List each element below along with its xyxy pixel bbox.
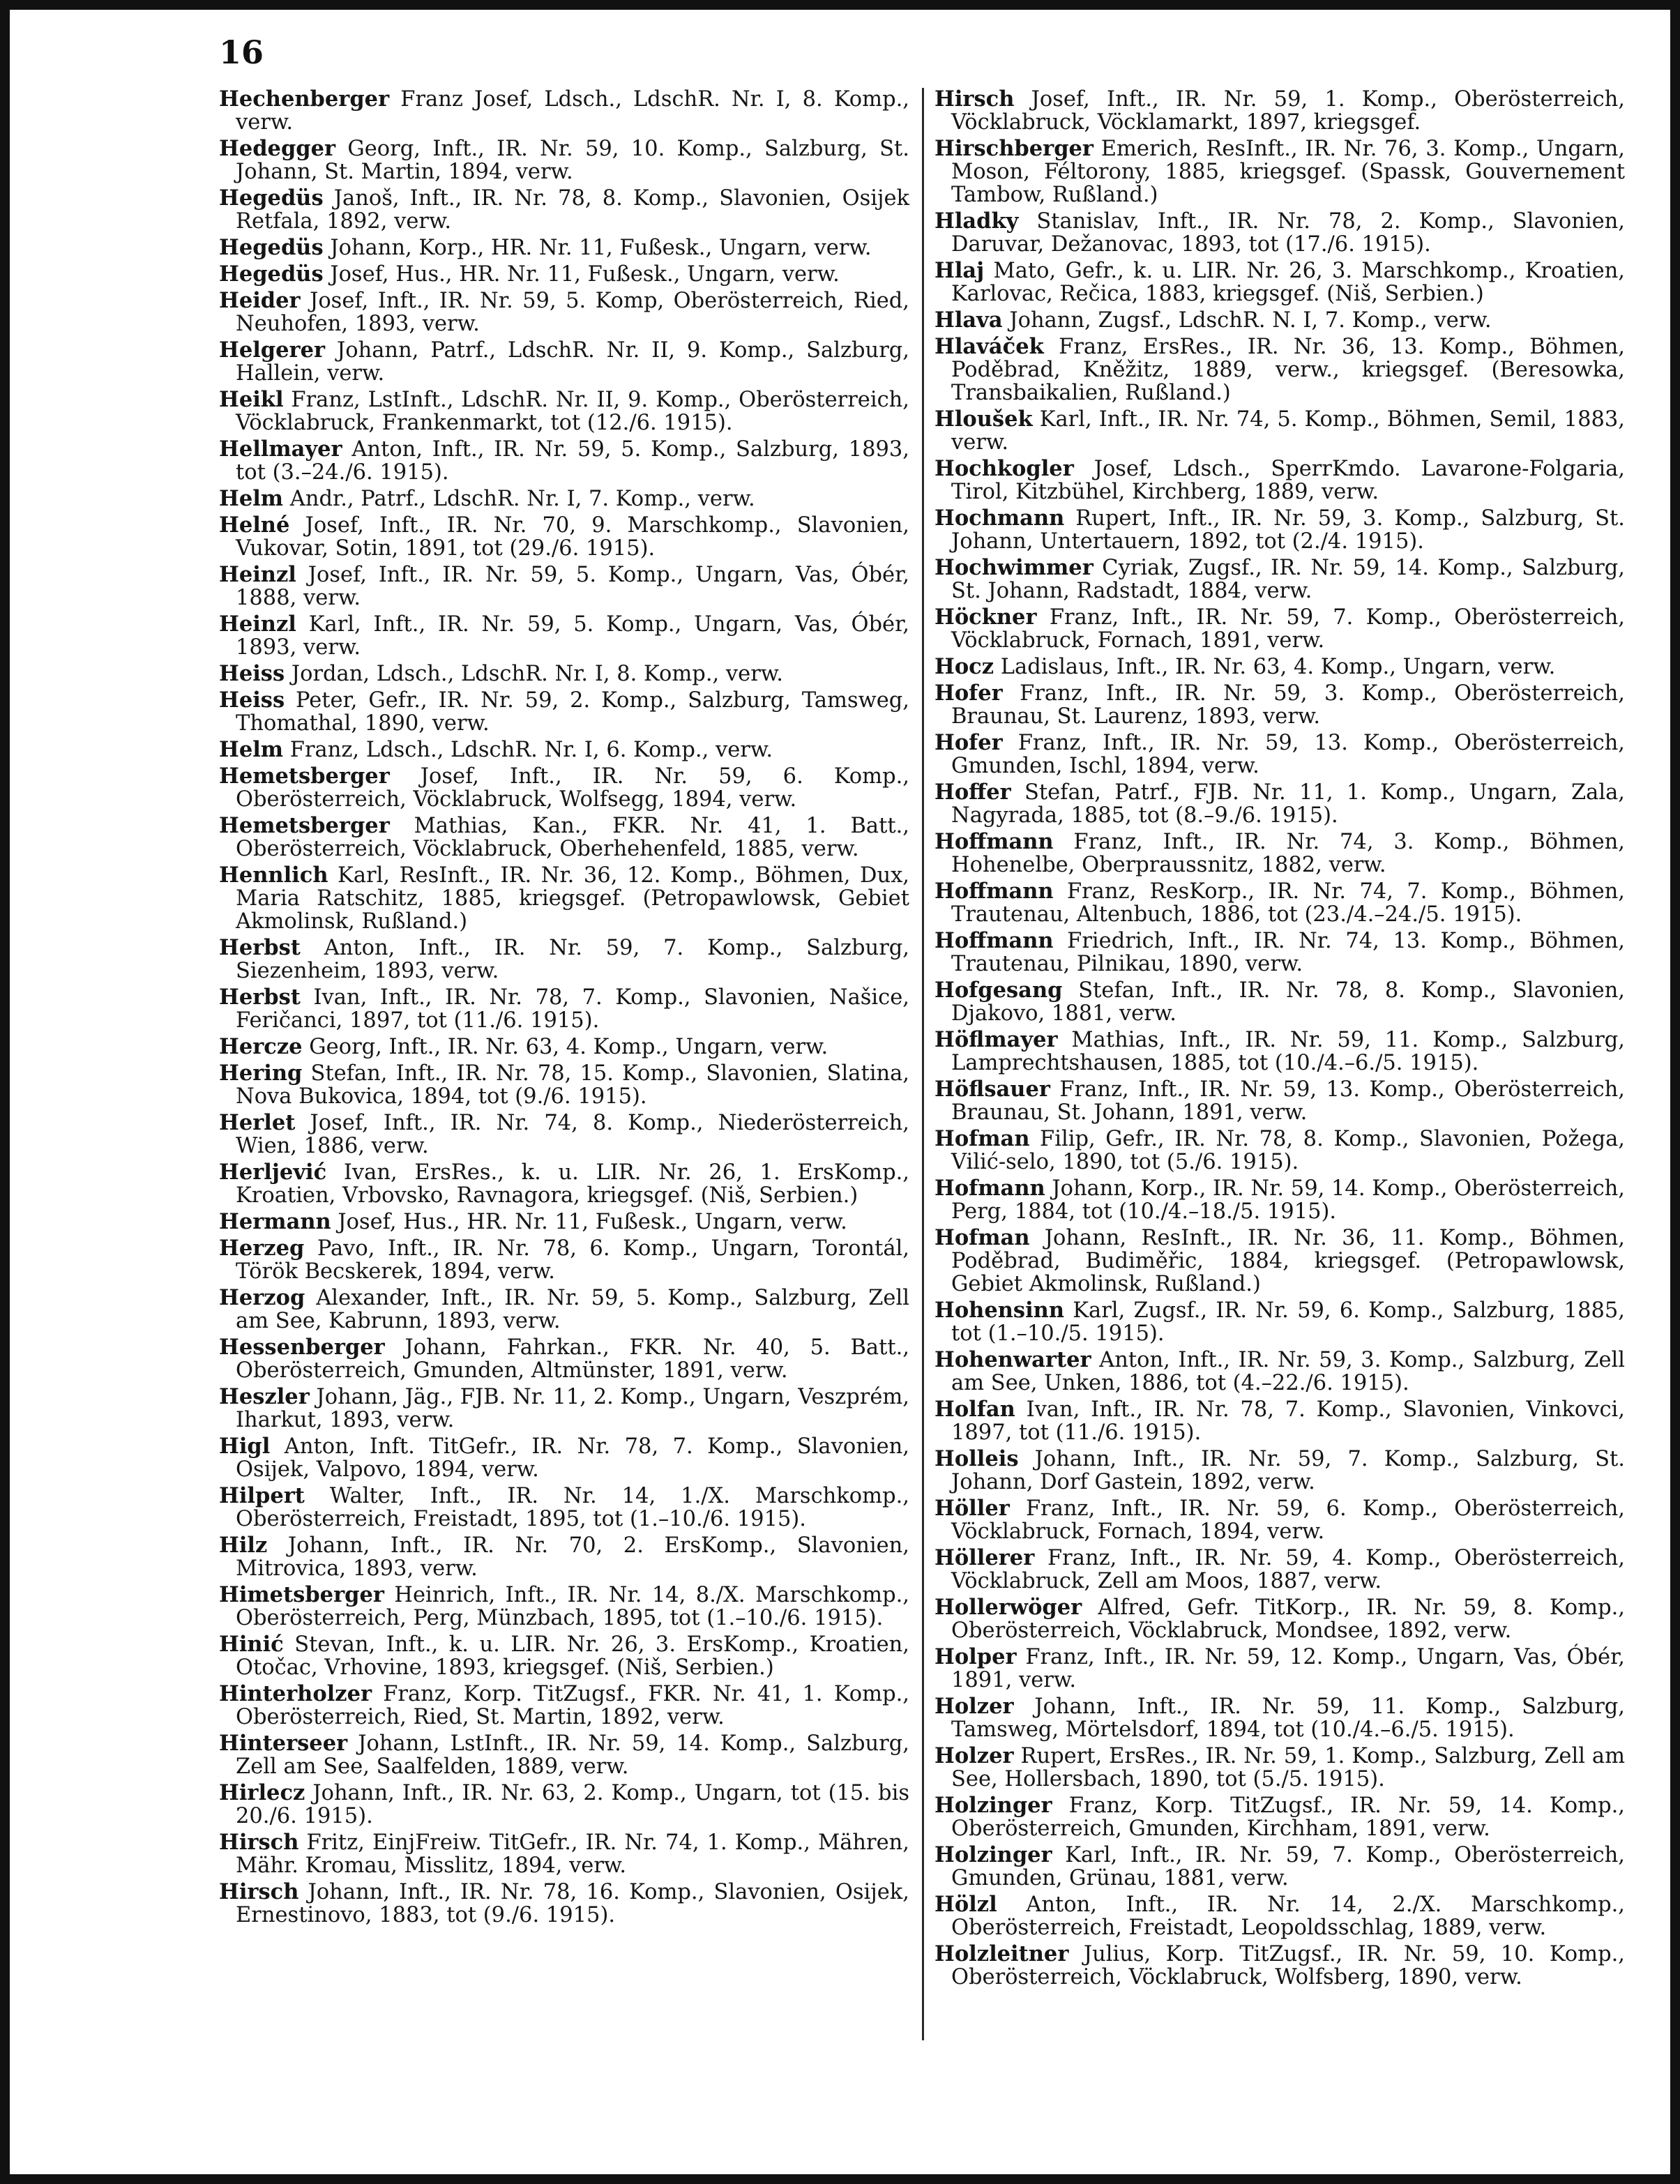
entry-surname: Holzleitner — [934, 1941, 1069, 1966]
entry-details: Karl, ResInft., IR. Nr. 36, 12. Komp., Böhmen, Dux, Maria Ratschitz, 1885, kriegsgef. (Petropawlowsk, Gebiet Akmolinsk, Rußland.) — [236, 863, 909, 934]
entry-surname: Hedegger — [219, 136, 336, 161]
list-entry — [934, 731, 1625, 778]
entry-details: Emerich, ResInft., IR. Nr. 76, 3. Komp., Ungarn, Moson, Féltorony, 1885, kriegsgef. (Spassk, Gouvernement Tambow, Rußland.) — [951, 137, 1625, 207]
list-entry — [934, 137, 1625, 206]
entry-details: Franz, Inft., IR. Nr. 59, 3. Komp., Oberösterreich, Braunau, St. Laurenz, 1893, verw. — [951, 681, 1625, 729]
left-column — [219, 88, 909, 1930]
entry-surname: Höflsauer — [934, 1077, 1050, 1102]
list-entry — [934, 335, 1625, 404]
entry-surname: Hlava — [934, 308, 1003, 333]
entry-surname: Hoffmann — [934, 829, 1054, 854]
entry-details: Anton, Inft., IR. Nr. 14, 2./X. Marschkomp., Oberösterreich, Freistadt, Leopoldsschlag, 1889, verw. — [951, 1893, 1625, 1940]
entry-surname: Herzog — [219, 1285, 305, 1310]
list-entry — [219, 986, 909, 1032]
list-entry — [934, 1497, 1625, 1543]
entry-details: Filip, Gefr., IR. Nr. 78, 8. Komp., Slavonien, Požega, Vilić-selo, 1890, tot (5./6. 1915). — [951, 1127, 1625, 1174]
entry-surname: Herzeg — [219, 1236, 305, 1261]
entry-details: Johann, Inft., IR. Nr. 63, 2. Komp., Ungarn, tot (15. bis 20./6. 1915). — [236, 1781, 909, 1828]
list-entry — [219, 1237, 909, 1283]
list-entry — [934, 1398, 1625, 1444]
entry-details: Fritz, EinjFreiw. TitGefr., IR. Nr. 74, 1. Komp., Mähren, Mähr. Kromau, Misslitz, 1894, verw. — [236, 1830, 909, 1878]
list-entry — [934, 556, 1625, 602]
list-entry — [219, 487, 909, 510]
entry-details: Stanislav, Inft., IR. Nr. 78, 2. Komp., Slavonien, Daruvar, Dežanovac, 1893, tot (17./6. 1915). — [951, 209, 1625, 257]
list-entry — [934, 930, 1625, 976]
entry-details: Franz, Inft., IR. Nr. 59, 13. Komp., Oberösterreich, Gmunden, Ischl, 1894, verw. — [951, 731, 1625, 778]
entry-surname: Hirlecz — [219, 1780, 305, 1805]
list-entry — [219, 1584, 909, 1630]
entry-details: Franz, ErsRes., IR. Nr. 36, 13. Komp., Böhmen, Poděbrad, Kněžitz, 1889, verw., kriegsgef. (Beresowka, Transbaikalien, Rußland.) — [951, 335, 1625, 405]
list-entry — [219, 689, 909, 735]
entry-details: Julius, Korp. TitZugsf., IR. Nr. 59, 10. Komp., Oberösterreich, Vöcklabruck, Wolfsberg, 1890, verw. — [951, 1942, 1625, 1989]
entry-surname: Helné — [219, 513, 290, 538]
entry-surname: Höflmayer — [934, 1027, 1058, 1052]
entry-surname: Hinić — [219, 1632, 284, 1657]
entry-surname: Hochwimmer — [934, 555, 1093, 580]
list-entry — [934, 1646, 1625, 1692]
list-entry — [219, 1211, 909, 1234]
entry-surname: Hennlich — [219, 863, 328, 888]
entry-surname: Hofmann — [934, 1176, 1045, 1201]
list-entry — [934, 1794, 1625, 1840]
entry-surname: Holzinger — [934, 1842, 1052, 1867]
list-entry — [219, 1881, 909, 1927]
entry-surname: Hinterseer — [219, 1731, 348, 1756]
entry-surname: Hilz — [219, 1533, 268, 1558]
entry-surname: Heinzl — [219, 612, 296, 637]
list-entry — [219, 1336, 909, 1382]
entry-details: Ladislaus, Inft., IR. Nr. 63, 4. Komp., Ungarn, verw. — [994, 655, 1556, 679]
entry-surname: Hinterholzer — [219, 1681, 372, 1706]
entry-details: Georg, Inft., IR. Nr. 59, 10. Komp., Salzburg, St. Johann, St. Martin, 1894, verw. — [236, 137, 909, 184]
entry-surname: Herbst — [219, 935, 301, 960]
list-entry — [934, 831, 1625, 877]
page-number: 16 — [219, 33, 264, 71]
list-entry — [219, 1831, 909, 1877]
entry-details: Johann, Patrf., LdschR. Nr. II, 9. Komp., Salzburg, Hallein, verw. — [236, 338, 909, 386]
list-entry — [219, 1386, 909, 1432]
list-entry — [219, 1782, 909, 1828]
list-entry — [219, 1534, 909, 1580]
entry-details: Josef, Inft., IR. Nr. 70, 9. Marschkomp., Slavonien, Vukovar, Sotin, 1891, tot (29./6. 1915). — [236, 513, 909, 561]
entry-details: Josef, Inft., IR. Nr. 59, 1. Komp., Oberösterreich, Vöcklabruck, Vöcklamarkt, 1897, kriegsgef. — [951, 87, 1625, 135]
entry-surname: Hlaj — [934, 258, 985, 283]
list-entry — [219, 263, 909, 286]
entry-surname: Hermann — [219, 1209, 331, 1234]
list-entry — [219, 137, 909, 183]
list-entry — [219, 563, 909, 609]
entry-details: Franz, Inft., IR. Nr. 74, 3. Komp., Böhmen, Hohenelbe, Oberpraussnitz, 1882, verw. — [951, 830, 1625, 877]
entry-surname: Holzer — [934, 1743, 1014, 1768]
entry-details: Andr., Patrf., LdschR. Nr. I, 7. Komp., verw. — [283, 487, 755, 511]
entry-surname: Helgerer — [219, 338, 326, 363]
entry-details: Jordan, Ldsch., LdschR. Nr. I, 8. Komp., verw. — [285, 662, 783, 686]
list-entry — [219, 1435, 909, 1481]
entry-details: Josef, Ldsch., SperrKmdo. Lavarone-Folgaria, Tirol, Kitzbühel, Kirchberg, 1889, verw. — [951, 457, 1625, 504]
entry-surname: Hoffmann — [934, 879, 1054, 904]
entry-surname: Hochkogler — [934, 456, 1074, 481]
list-entry — [934, 457, 1625, 503]
list-entry — [934, 259, 1625, 305]
entry-details: Anton, Inft., IR. Nr. 59, 7. Komp., Salzburg, Siezenheim, 1893, verw. — [236, 936, 909, 983]
entry-details: Franz, Ldsch., LdschR. Nr. I, 6. Komp., verw. — [283, 738, 773, 762]
entry-surname: Hofman — [934, 1126, 1030, 1151]
entry-details: Josef, Hus., HR. Nr. 11, Fußesk., Ungarn, verw. — [323, 262, 840, 287]
list-entry — [934, 507, 1625, 553]
entry-surname: Herljević — [219, 1160, 327, 1185]
entry-surname: Hercze — [219, 1034, 303, 1059]
entry-details: Peter, Gefr., IR. Nr. 59, 2. Komp., Salzburg, Tamsweg, Thomathal, 1890, verw. — [236, 688, 909, 736]
entry-details: Johann, Korp., IR. Nr. 59, 14. Komp., Oberösterreich, Perg, 1884, tot (10./4.–18./5. 1915). — [951, 1176, 1625, 1224]
entry-surname: Hocz — [934, 654, 994, 679]
entry-surname: Hellmayer — [219, 437, 342, 462]
entry-surname: Hessenberger — [219, 1335, 385, 1360]
entry-details: Anton, Inft., IR. Nr. 59, 5. Komp., Salzburg, 1893, tot (3.–24./6. 1915). — [236, 437, 909, 485]
entry-details: Johann, Inft., IR. Nr. 59, 11. Komp., Salzburg, Tamsweg, Mörtelsdorf, 1894, tot (10./4.–6./5. 1915). — [951, 1694, 1625, 1742]
entry-details: Johann, Inft., IR. Nr. 59, 7. Komp., Salzburg, St. Johann, Dorf Gastein, 1892, verw. — [951, 1447, 1625, 1494]
entry-details: Heinrich, Inft., IR. Nr. 14, 8./X. Marschkomp., Oberösterreich, Perg, Münzbach, 1895, tot (1.–10./6. 1915). — [236, 1583, 909, 1630]
list-entry — [934, 606, 1625, 652]
entry-surname: Helm — [219, 737, 284, 762]
entry-details: Karl, Inft., IR. Nr. 59, 7. Komp., Oberösterreich, Gmunden, Grünau, 1881, verw. — [951, 1843, 1625, 1890]
list-entry — [934, 309, 1625, 332]
column-divider — [922, 88, 924, 2040]
list-entry — [219, 738, 909, 761]
entry-surname: Höller — [934, 1496, 1010, 1521]
entry-surname: Hering — [219, 1061, 303, 1086]
entry-surname: Herlet — [219, 1110, 296, 1135]
list-entry — [934, 1596, 1625, 1642]
entry-surname: Holzinger — [934, 1793, 1052, 1818]
entry-details: Franz, LstInft., LdschR. Nr. II, 9. Komp., Oberösterreich, Vöcklabruck, Frankenmarkt, tot (12./6. 1915). — [236, 388, 909, 435]
entry-details: Stefan, Inft., IR. Nr. 78, 8. Komp., Slavonien, Djakovo, 1881, verw. — [951, 978, 1625, 1026]
list-entry — [219, 1161, 909, 1207]
list-entry — [219, 1287, 909, 1333]
entry-details: Ivan, Inft., IR. Nr. 78, 7. Komp., Slavonien, Našice, Feričanci, 1897, tot (11./6. 1915). — [236, 985, 909, 1033]
entry-details: Franz, Inft., IR. Nr. 59, 4. Komp., Oberösterreich, Vöcklabruck, Zell am Moos, 1887, verw. — [951, 1546, 1625, 1593]
entry-details: Walter, Inft., IR. Nr. 14, 1./X. Marschkomp., Oberösterreich, Freistadt, 1895, tot (1.–10./6. 1915). — [236, 1484, 909, 1531]
entry-details: Johann, Inft., IR. Nr. 70, 2. ErsKomp., Slavonien, Mitrovica, 1893, verw. — [236, 1533, 909, 1581]
entry-details: Karl, Inft., IR. Nr. 74, 5. Komp., Böhmen, Semil, 1883, verw. — [951, 407, 1625, 455]
list-entry — [219, 814, 909, 860]
entry-details: Franz, ResKorp., IR. Nr. 74, 7. Komp., Böhmen, Trautenau, Altenbuch, 1886, tot (23./4.–24./5. 1915). — [951, 879, 1625, 927]
list-entry — [219, 236, 909, 259]
list-entry — [219, 88, 909, 134]
list-entry — [934, 1448, 1625, 1494]
list-entry — [934, 1078, 1625, 1124]
list-entry — [934, 655, 1625, 678]
entry-surname: Holper — [934, 1644, 1017, 1669]
entry-details: Mathias, Kan., FKR. Nr. 41, 1. Batt., Oberösterreich, Vöcklabruck, Oberhehenfeld, 1885, verw. — [236, 814, 909, 861]
entry-details: Stevan, Inft., k. u. LIR. Nr. 26, 3. ErsKomp., Kroatien, Otočac, Vrhovine, 1893, kriegsgef. (Niš, Serbien.) — [236, 1632, 909, 1680]
entry-details: Josef, Inft., IR. Nr. 59, 5. Komp., Ungarn, Vas, Óbér, 1888, verw. — [236, 563, 909, 610]
list-entry — [219, 1112, 909, 1158]
entry-surname: Helm — [219, 486, 284, 511]
entry-surname: Hegedüs — [219, 185, 324, 211]
entry-surname: Hloušek — [934, 407, 1033, 432]
entry-details: Janoš, Inft., IR. Nr. 78, 8. Komp., Slavonien, Osijek Retfala, 1892, verw. — [236, 186, 909, 234]
list-entry — [219, 1036, 909, 1059]
entry-surname: Heikl — [219, 387, 284, 412]
entry-details: Johann, Inft., IR. Nr. 78, 16. Komp., Slavonien, Osijek, Ernestinovo, 1883, tot (9./6. 1915). — [236, 1880, 909, 1927]
entry-details: Josef, Inft., IR. Nr. 59, 5. Komp, Oberösterreich, Ried, Neuhofen, 1893, verw. — [236, 289, 909, 336]
list-entry — [934, 979, 1625, 1025]
list-entry — [934, 210, 1625, 256]
entry-surname: Hofman — [934, 1225, 1030, 1250]
entry-surname: Hirsch — [934, 86, 1015, 112]
entry-details: Franz, Inft., IR. Nr. 59, 7. Komp., Oberösterreich, Vöcklabruck, Fornach, 1891, verw. — [951, 605, 1625, 653]
entry-details: Stefan, Inft., IR. Nr. 78, 15. Komp., Slavonien, Slatina, Nova Bukovica, 1894, tot (9./6. 1915). — [236, 1061, 909, 1109]
entry-surname: Holfan — [934, 1397, 1015, 1422]
list-entry — [219, 613, 909, 659]
list-entry — [219, 388, 909, 434]
entry-surname: Hegedüs — [219, 261, 324, 287]
entry-details: Karl, Zugsf., IR. Nr. 59, 6. Komp., Salzburg, 1885, tot (1.–10./5. 1915). — [951, 1298, 1625, 1346]
entry-details: Josef, Inft., IR. Nr. 59, 6. Komp., Oberösterreich, Vöcklabruck, Wolfsegg, 1894, verw. — [236, 764, 909, 812]
entry-details: Pavo, Inft., IR. Nr. 78, 6. Komp., Ungarn, Torontál, Török Becskerek, 1894, verw. — [236, 1236, 909, 1284]
list-entry — [219, 936, 909, 983]
entry-surname: Hirsch — [219, 1879, 299, 1904]
list-entry — [934, 1177, 1625, 1223]
list-entry — [219, 1683, 909, 1729]
entry-surname: Hoffer — [934, 780, 1011, 805]
entry-surname: Hilpert — [219, 1483, 305, 1508]
entry-surname: Higl — [219, 1434, 271, 1459]
entry-details: Johann, Fahrkan., FKR. Nr. 40, 5. Batt., Oberösterreich, Gmunden, Altmünster, 1891, verw. — [236, 1335, 909, 1383]
entry-details: Ivan, ErsRes., k. u. LIR. Nr. 26, 1. ErsKomp., Kroatien, Vrbovsko, Ravnagora, kriegsgef. (Niš, Serbien.) — [236, 1160, 909, 1208]
entry-details: Johann, Jäg., FJB. Nr. 11, 2. Komp., Ungarn, Veszprém, Iharkut, 1893, verw. — [236, 1385, 909, 1432]
entry-surname: Heinzl — [219, 562, 296, 587]
list-entry — [934, 682, 1625, 728]
list-entry — [219, 765, 909, 811]
entry-details: Cyriak, Zugsf., IR. Nr. 59, 14. Komp., Salzburg, St. Johann, Radstadt, 1884, verw. — [951, 556, 1625, 603]
entry-details: Franz, Korp. TitZugsf., FKR. Nr. 41, 1. Komp., Oberösterreich, Ried, St. Martin, 1892, verw. — [236, 1682, 909, 1729]
list-entry — [219, 339, 909, 385]
entry-surname: Holzer — [934, 1694, 1014, 1719]
entry-surname: Hladky — [934, 208, 1019, 234]
entry-details: Friedrich, Inft., IR. Nr. 74, 13. Komp., Böhmen, Trautenau, Pilnikau, 1890, verw. — [951, 929, 1625, 976]
list-entry — [934, 1745, 1625, 1791]
list-entry — [219, 1633, 909, 1679]
entry-surname: Hirschberger — [934, 136, 1093, 161]
right-column — [934, 88, 1625, 1992]
entry-details: Stefan, Patrf., FJB. Nr. 11, 1. Komp., Ungarn, Zala, Nagyrada, 1885, tot (8.–9./6. 1915). — [951, 780, 1625, 828]
list-entry — [934, 1547, 1625, 1593]
list-entry — [934, 781, 1625, 827]
entry-details: Franz, Inft., IR. Nr. 59, 13. Komp., Oberösterreich, Braunau, St. Johann, 1891, verw. — [951, 1077, 1625, 1125]
entry-details: Josef, Inft., IR. Nr. 74, 8. Komp., Niederösterreich, Wien, 1886, verw. — [236, 1111, 909, 1158]
entry-surname: Höckner — [934, 605, 1037, 630]
list-entry — [934, 88, 1625, 134]
list-entry — [934, 1844, 1625, 1890]
list-entry — [934, 1029, 1625, 1075]
list-entry — [934, 880, 1625, 926]
list-entry — [219, 514, 909, 560]
entry-surname: Herbst — [219, 985, 301, 1010]
entry-details: Franz, Inft., IR. Nr. 59, 6. Komp., Oberösterreich, Vöcklabruck, Fornach, 1894, verw. — [951, 1496, 1625, 1544]
entry-surname: Hemetsberger — [219, 813, 390, 838]
list-entry — [934, 1227, 1625, 1296]
entry-details: Johann, Korp., HR. Nr. 11, Fußesk., Ungarn, verw. — [323, 236, 872, 260]
list-entry — [219, 187, 909, 233]
list-entry — [219, 438, 909, 484]
entry-details: Alexander, Inft., IR. Nr. 59, 5. Komp., Salzburg, Zell am See, Kabrunn, 1893, verw. — [236, 1286, 909, 1333]
entry-details: Franz Josef, Ldsch., LdschR. Nr. I, 8. Komp., verw. — [236, 87, 909, 135]
entry-surname: Holleis — [934, 1446, 1019, 1471]
entry-surname: Hofer — [934, 681, 1003, 706]
entry-details: Alfred, Gefr. TitKorp., IR. Nr. 59, 8. Komp., Oberösterreich, Vöcklabruck, Mondsee, 1892, verw. — [951, 1595, 1625, 1643]
entry-surname: Hohensinn — [934, 1298, 1065, 1323]
entry-surname: Hofgesang — [934, 978, 1063, 1003]
entry-details: Josef, Hus., HR. Nr. 11, Fußesk., Ungarn, verw. — [331, 1210, 847, 1234]
entry-surname: Heiss — [219, 661, 285, 686]
entry-details: Rupert, Inft., IR. Nr. 59, 3. Komp., Salzburg, St. Johann, Untertauern, 1892, tot (2./4. 1915). — [951, 506, 1625, 554]
entry-details: Johann, LstInft., IR. Nr. 59, 14. Komp., Salzburg, Zell am See, Saalfelden, 1889, verw. — [236, 1731, 909, 1779]
list-entry — [934, 408, 1625, 454]
entry-details: Anton, Inft. TitGefr., IR. Nr. 78, 7. Komp., Slavonien, Osijek, Valpovo, 1894, verw. — [236, 1434, 909, 1482]
entry-details: Karl, Inft., IR. Nr. 59, 5. Komp., Ungarn, Vas, Óbér, 1893, verw. — [236, 612, 909, 660]
list-entry — [934, 1695, 1625, 1741]
entry-details: Franz, Korp. TitZugsf., IR. Nr. 59, 14. Komp., Oberösterreich, Gmunden, Kirchham, 1891, verw. — [951, 1794, 1625, 1841]
entry-surname: Heiss — [219, 688, 285, 713]
list-entry — [934, 1128, 1625, 1174]
entry-surname: Heszler — [219, 1384, 310, 1409]
entry-surname: Hechenberger — [219, 86, 390, 112]
list-entry — [934, 1299, 1625, 1345]
entry-surname: Höllerer — [934, 1545, 1035, 1570]
entry-surname: Hochmann — [934, 506, 1065, 531]
entry-surname: Hölzl — [934, 1892, 997, 1917]
entry-details: Anton, Inft., IR. Nr. 59, 3. Komp., Salzburg, Zell am See, Unken, 1886, tot (4.–22./6. 1915). — [951, 1348, 1625, 1395]
list-entry — [219, 1062, 909, 1108]
entry-surname: Hoffmann — [934, 928, 1054, 953]
entry-surname: Himetsberger — [219, 1582, 384, 1607]
entry-details: Mathias, Inft., IR. Nr. 59, 11. Komp., Salzburg, Lamprechtshausen, 1885, tot (10./4.–6./5. 1915). — [951, 1028, 1625, 1075]
list-entry — [219, 1485, 909, 1531]
list-entry — [934, 1349, 1625, 1395]
list-entry — [934, 1893, 1625, 1939]
entry-details: Johann, ResInft., IR. Nr. 36, 11. Komp., Böhmen, Poděbrad, Budiměřic, 1884, kriegsgef. (Petropawlowsk, Gebiet Akmolinsk, Rußland.) — [951, 1226, 1625, 1296]
entry-surname: Hohenwarter — [934, 1347, 1091, 1372]
entry-surname: Heider — [219, 288, 301, 313]
entry-surname: Hemetsberger — [219, 764, 390, 789]
entry-surname: Hlaváček — [934, 334, 1044, 359]
entry-details: Franz, Inft., IR. Nr. 59, 12. Komp., Ungarn, Vas, Óbér, 1891, verw. — [951, 1645, 1625, 1692]
list-entry — [219, 289, 909, 335]
entry-surname: Hegedüs — [219, 235, 324, 260]
entry-details: Mato, Gefr., k. u. LIR. Nr. 26, 3. Marschkomp., Kroatien, Karlovac, Rečica, 1883, kriegsgef. (Niš, Serbien.) — [951, 259, 1625, 306]
list-entry — [934, 1943, 1625, 1989]
entry-surname: Hollerwöger — [934, 1595, 1082, 1620]
list-entry — [219, 864, 909, 933]
entry-surname: Hofer — [934, 730, 1003, 755]
entry-details: Ivan, Inft., IR. Nr. 78, 7. Komp., Slavonien, Vinkovci, 1897, tot (11./6. 1915). — [951, 1397, 1625, 1445]
list-entry — [219, 1732, 909, 1778]
entry-details: Georg, Inft., IR. Nr. 63, 4. Komp., Ungarn, verw. — [302, 1035, 828, 1059]
entry-details: Rupert, ErsRes., IR. Nr. 59, 1. Komp., Salzburg, Zell am See, Hollersbach, 1890, tot (5./5. 1915). — [951, 1744, 1625, 1791]
list-entry — [219, 662, 909, 685]
entry-surname: Hirsch — [219, 1830, 299, 1855]
entry-details: Johann, Zugsf., LdschR. N. I, 7. Komp., verw. — [1002, 308, 1492, 333]
